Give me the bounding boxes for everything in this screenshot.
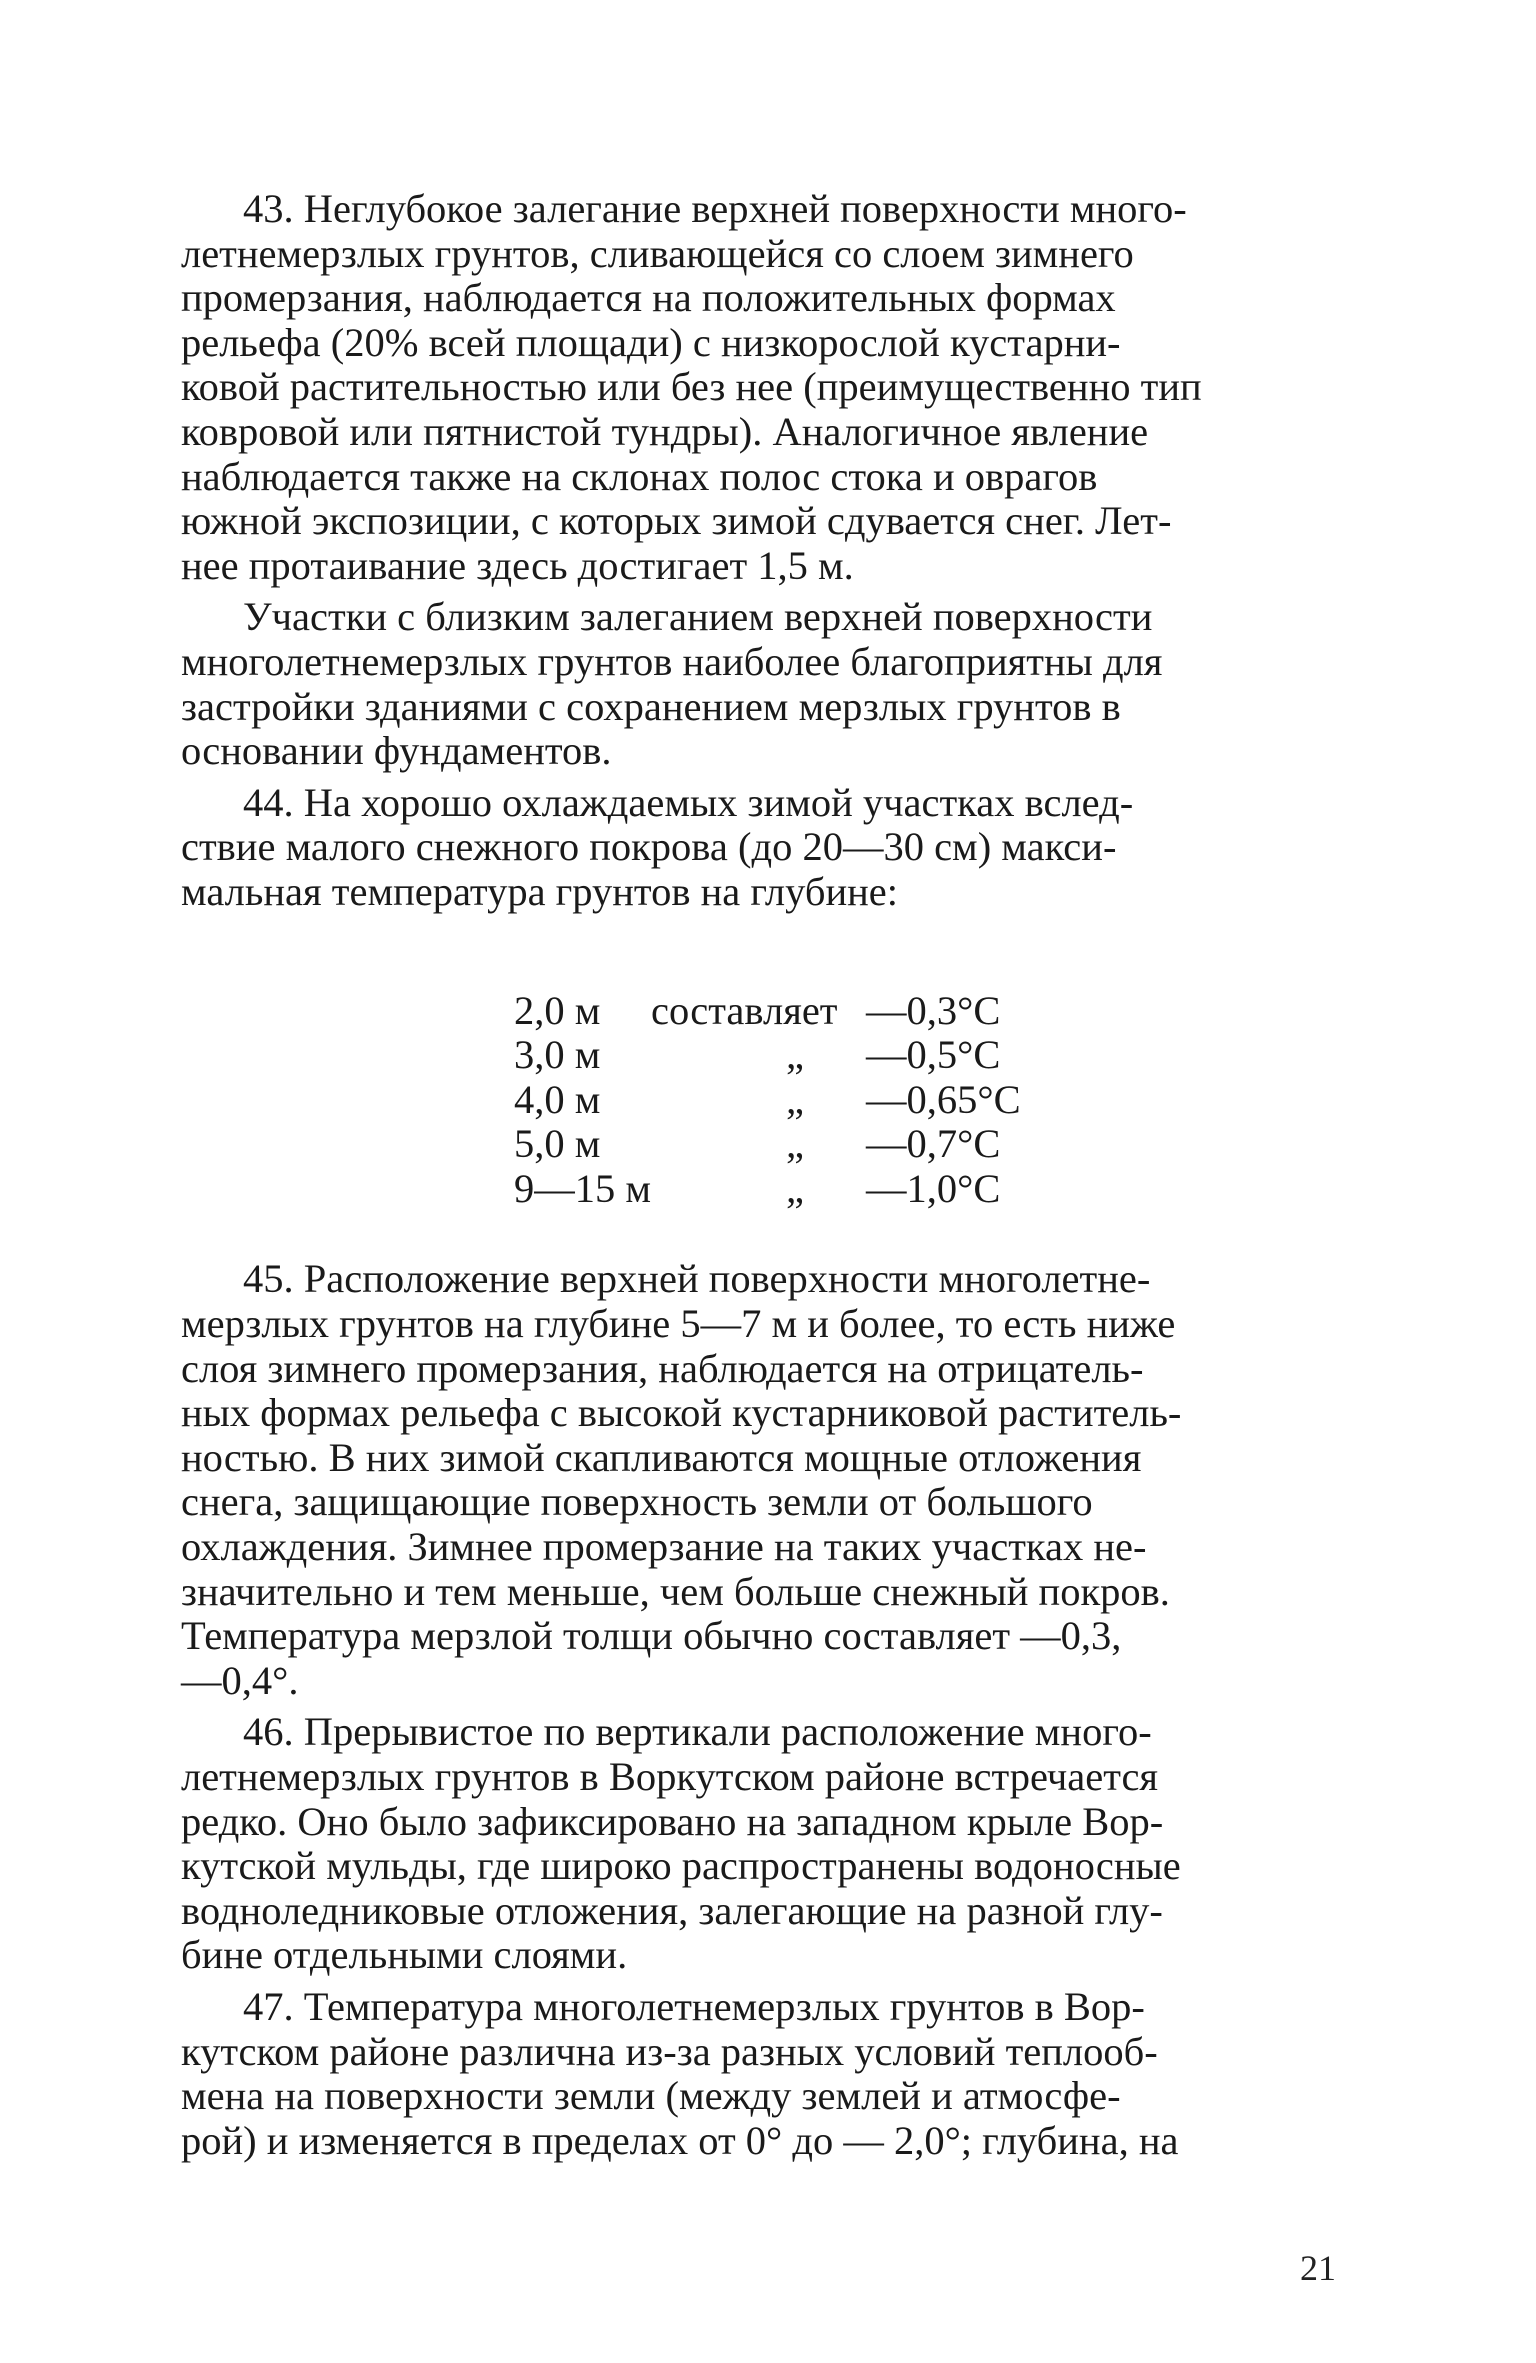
depth-cell: 9—15 м [514, 1165, 652, 1211]
temperature-cell: —0,5°С [866, 1032, 1001, 1078]
text-line: летнемерзлых грунтов в Воркутском районе встречается [181, 1754, 1159, 1799]
text-line: 43. Неглубокое залегание верхней поверхности много- [243, 186, 1187, 231]
text-line: ковровой или пятнистой тундры). Аналогичное явление [181, 408, 1149, 454]
text-line: слоя зимнего промерзания, наблюдается на отрицатель- [181, 1345, 1144, 1391]
text-line: мена на поверхности земли (между землей и атмосфе- [181, 2073, 1121, 2119]
paragraph-44 [181, 781, 1344, 915]
temperature-cell: —0,7°С [866, 1121, 1001, 1167]
table-row [514, 1167, 1021, 1212]
text-line: летнемерзлых грунтов, сливающейся со слоем зимнего [181, 230, 1134, 276]
verb-text: составляет [651, 987, 838, 1033]
text-line: ных формах рельефа с высокой кустарниковой раститель- [181, 1390, 1182, 1436]
text-line: застройки зданиями с сохранением мерзлых грунтов в [181, 683, 1121, 729]
ditto-mark: „ [786, 1121, 804, 1167]
text-line: многолетнемерзлых грунтов наиболее благоприятны для [181, 638, 1163, 684]
text-line: ствие малого снежного покрова (до 20—30 см) макси- [181, 824, 1117, 870]
depth-cell: 3,0 м [514, 1032, 601, 1078]
text-line: кутской мульды, где широко распространены водоносные [181, 1843, 1181, 1889]
ditto-mark: „ [786, 1076, 804, 1122]
text-line: редко. Оно было зафиксировано на западном крыле Вор- [181, 1798, 1164, 1844]
text-line: рельефа (20% всей площади) с низкорослой кустарни- [181, 319, 1121, 365]
ditto-mark: „ [786, 1032, 804, 1078]
text-line: Температура мерзлой толщи обычно составляет —0,3, [181, 1613, 1122, 1659]
table-row [514, 989, 1021, 1034]
text-line: охлаждения. Зимнее промерзание на таких участках не- [181, 1524, 1147, 1570]
text-line: бине отдельными слоями. [181, 1932, 628, 1978]
verb-cell [651, 1078, 866, 1123]
paragraph-43 [181, 187, 1344, 588]
verb-cell [651, 989, 866, 1034]
text-line: рой) и изменяется в пределах от 0° до — 2,0°; глубина, на [181, 2117, 1179, 2163]
text-line: мерзлых грунтов на глубине 5—7 м и более, то есть ниже [181, 1301, 1176, 1347]
paragraph-46 [181, 1710, 1344, 1978]
paragraph-45 [181, 1257, 1344, 1703]
table-row [514, 1078, 1021, 1123]
text-line: —0,4°. [181, 1657, 299, 1703]
text-line: 45. Расположение верхней поверхности многолетне- [243, 1256, 1151, 1302]
text-line: ковой растительностью или без нее (преимущественно тип [181, 364, 1202, 410]
table-row [514, 1122, 1021, 1167]
temperature-cell: —0,3°С [866, 987, 1001, 1033]
table-row [514, 1033, 1021, 1078]
text-line: основании фундаментов. [181, 728, 612, 774]
text-line: мальная температура грунтов на глубине: [181, 868, 899, 914]
text-line: 46. Прерывистое по вертикали расположение много- [243, 1709, 1152, 1755]
depth-cell: 2,0 м [514, 987, 601, 1033]
text-line: наблюдается также на склонах полос стока и оврагов [181, 453, 1098, 499]
temperature-cell: —0,65°С [866, 1076, 1021, 1122]
depth-cell: 4,0 м [514, 1076, 601, 1122]
verb-cell [651, 1033, 866, 1078]
page-number: 21 [1300, 2248, 1336, 2288]
ditto-mark: „ [786, 1165, 804, 1211]
text-line: промерзания, наблюдается на положительных формах [181, 275, 1116, 321]
temperature-cell: —1,0°С [866, 1165, 1001, 1211]
temperature-table [514, 989, 1021, 1212]
text-line: Участки с близким залеганием верхней поверхности [243, 594, 1153, 640]
text-line: нее протаивание здесь достигает 1,5 м. [181, 542, 854, 588]
text-line: водноледниковые отложения, залегающие на разной глу- [181, 1887, 1163, 1933]
paragraph-43-continued [181, 595, 1344, 773]
depth-cell: 5,0 м [514, 1121, 601, 1167]
text-line: 44. На хорошо охлаждаемых зимой участках вслед- [243, 779, 1134, 825]
text-line: 47. Температура многолетнемерзлых грунтов в Вор- [243, 1983, 1145, 2029]
text-column [181, 187, 1344, 2163]
text-line: ностью. В них зимой скапливаются мощные отложения [181, 1434, 1142, 1480]
verb-cell [651, 1167, 866, 1212]
paragraph-47 [181, 1985, 1344, 2163]
text-line: южной экспозиции, с которых зимой сдувается снег. Лет- [181, 498, 1172, 544]
verb-cell [651, 1122, 866, 1167]
text-line: значительно и тем меньше, чем больше снежный покров. [181, 1568, 1170, 1614]
text-line: снега, защищающие поверхность земли от большого [181, 1479, 1093, 1525]
text-line: кутском районе различна из-за разных условий теплооб- [181, 2028, 1158, 2074]
